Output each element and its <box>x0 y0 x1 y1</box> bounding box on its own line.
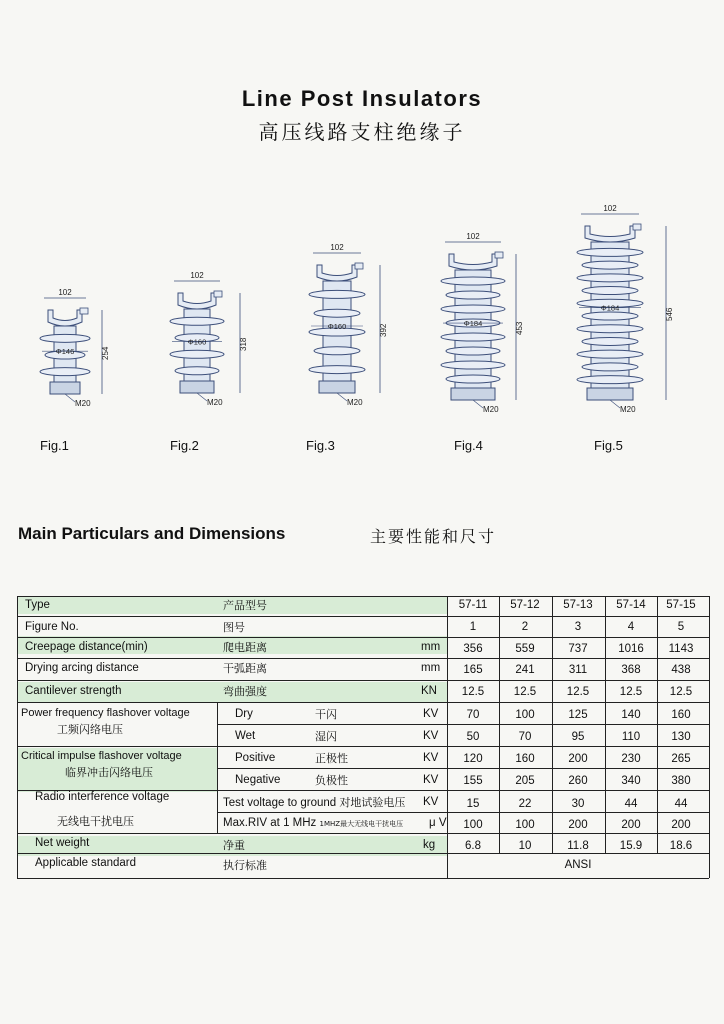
width-dimension: 102 <box>330 243 344 252</box>
impulse-neg-cn: 负极性 <box>315 774 348 787</box>
insulator-shed <box>309 290 365 298</box>
diameter-label: Φ184 <box>600 303 620 313</box>
grid-line <box>447 596 448 878</box>
cantilever-label-cn: 弯曲强度 <box>223 685 267 698</box>
radio-label: Radio interference voltage <box>35 791 170 803</box>
grid-line <box>709 596 710 878</box>
table-cell: 737 <box>568 643 588 655</box>
insulator-base <box>180 381 214 393</box>
standard-label: Applicable standard <box>35 857 137 869</box>
table-cell: 260 <box>568 775 588 787</box>
table-cell: 155 <box>463 775 483 787</box>
diameter-label: Φ184 <box>463 319 483 329</box>
grid-line <box>17 853 709 854</box>
table-cell: 120 <box>463 753 483 765</box>
radio-test-label <box>223 797 405 810</box>
table-cell: 2 <box>521 621 529 633</box>
page-title-cn: 高压线路支柱绝缘子 <box>258 120 466 144</box>
figure-label: Fig.5 <box>594 438 623 453</box>
thread-leader <box>65 394 75 402</box>
radio-max-text: Max.RIV at 1 MHz <box>223 817 317 829</box>
thread-label: M20 <box>347 398 363 407</box>
table-cell: 200 <box>621 819 641 831</box>
width-dimension: 102 <box>603 204 617 213</box>
clamp <box>48 310 82 326</box>
table-cell: 4 <box>627 621 635 633</box>
creepage-unit: mm <box>421 641 441 653</box>
impulse-pos-unit: KV <box>423 752 439 764</box>
insulator-shed <box>441 277 505 285</box>
thread-leader <box>473 400 483 408</box>
table-cell: 1143 <box>668 643 694 655</box>
thread-label: M20 <box>483 405 499 414</box>
insulator-base <box>319 381 355 393</box>
table-cell: 110 <box>621 731 641 743</box>
impulse-neg-unit: KV <box>423 774 439 786</box>
grid-line <box>552 596 553 853</box>
insulator-shed <box>577 248 643 256</box>
grid-line <box>217 768 709 769</box>
weight-unit: kg <box>423 839 436 851</box>
pf-label-cn: 工频闪络电压 <box>57 723 123 736</box>
insulator-shed <box>582 287 638 295</box>
weight-label-cn: 净重 <box>223 839 245 852</box>
clamp-bolt <box>80 308 88 314</box>
insulator-shed <box>577 350 643 358</box>
table-cell: 22 <box>518 798 532 810</box>
standard-value: ANSI <box>564 859 592 871</box>
clamp-bolt <box>633 224 641 230</box>
insulator-shed <box>577 274 643 282</box>
table-cell: 50 <box>466 731 480 743</box>
table-cell: 160 <box>671 709 691 721</box>
table-cell: 44 <box>624 798 638 810</box>
insulator-base <box>587 388 633 400</box>
table-cell: 311 <box>568 664 588 676</box>
cantilever-unit: KN <box>421 685 437 697</box>
table-cell: 265 <box>671 753 691 765</box>
insulator-shed <box>40 368 90 376</box>
table-cell: 57-11 <box>458 599 488 611</box>
diameter-label: Φ160 <box>327 322 347 331</box>
page-title: Line Post Insulators <box>241 86 483 111</box>
cantilever-label: Cantilever strength <box>25 685 122 697</box>
figure-label: Fig.1 <box>40 438 69 453</box>
insulator-shed <box>314 347 360 355</box>
insulator-shed <box>577 325 643 333</box>
height-dimension: 318 <box>239 337 248 351</box>
insulator-shed <box>314 309 360 317</box>
table-cell: 340 <box>621 775 641 787</box>
pf-label: Power frequency flashover voltage <box>21 707 190 719</box>
height-dimension: 254 <box>101 346 110 360</box>
width-dimension: 102 <box>190 271 204 280</box>
clamp <box>317 265 357 281</box>
impulse-label-cn: 临界冲击闪络电压 <box>65 766 153 779</box>
arcing-label: Drying arcing distance <box>25 662 139 674</box>
impulse-pos-label: Positive <box>235 752 276 764</box>
table-cell: 18.6 <box>669 840 693 852</box>
insulator-shed <box>441 361 505 369</box>
insulator-base <box>50 382 80 394</box>
radio-max-small: 1MHZ最大无线电干扰电压 <box>319 820 404 828</box>
width-dimension: 102 <box>466 232 480 241</box>
grid-line <box>17 596 18 878</box>
table-cell: 438 <box>671 664 691 676</box>
insulator-base <box>451 388 495 400</box>
insulator-shed <box>175 367 219 375</box>
grid-line <box>217 812 709 813</box>
insulator-shed <box>446 291 500 299</box>
insulator-shed <box>446 375 500 383</box>
impulse-neg-label: Negative <box>235 774 281 786</box>
table-cell: 30 <box>571 798 585 810</box>
insulator-shed <box>170 350 224 358</box>
table-cell: 70 <box>518 731 532 743</box>
insulator-drawing <box>510 194 710 434</box>
pf-wet-unit: KV <box>423 730 439 742</box>
figure-label: Fig.3 <box>306 438 335 453</box>
table-cell: 44 <box>674 798 688 810</box>
table-cell: 559 <box>515 643 535 655</box>
clamp-bolt <box>214 291 222 297</box>
weight-label: Net weight <box>35 837 90 849</box>
table-cell: 165 <box>463 664 483 676</box>
table-cell: 57-14 <box>616 599 646 611</box>
table-cell: 368 <box>621 664 641 676</box>
thread-label: M20 <box>207 398 223 407</box>
radio-max-unit: μ V <box>429 817 447 829</box>
arcing-unit: mm <box>421 662 441 674</box>
thread-leader <box>337 393 347 401</box>
table-cell: 100 <box>463 819 483 831</box>
grid-line <box>217 702 218 833</box>
insulator-shed <box>582 261 638 269</box>
table-cell: 70 <box>466 709 480 721</box>
pf-dry-unit: KV <box>423 708 439 720</box>
insulator-shed <box>441 305 505 313</box>
clamp-bolt <box>355 263 363 269</box>
radio-test-text: Test voltage to ground <box>223 797 337 809</box>
thread-leader <box>197 393 207 401</box>
radio-label-cn: 无线电干扰电压 <box>57 815 134 828</box>
section-title: Main Particulars and Dimensions <box>18 524 286 543</box>
diameter-label: Φ160 <box>187 337 207 347</box>
table-cell: 15 <box>466 798 480 810</box>
radio-test-unit: KV <box>423 796 439 808</box>
insulator-shed <box>582 363 638 371</box>
table-cell: 12.5 <box>461 686 485 698</box>
insulator-figure-5 <box>510 194 710 434</box>
type-label-cn: 产品型号 <box>223 599 267 612</box>
table-cell: 356 <box>463 643 483 655</box>
diameter-label: Φ146 <box>55 347 75 357</box>
table-cell: 6.8 <box>465 840 481 852</box>
table-cell: 3 <box>574 621 582 633</box>
table-cell: 125 <box>568 709 588 721</box>
insulator-shed <box>582 312 638 320</box>
height-dimension: 392 <box>379 323 388 337</box>
table-cell: 57-12 <box>510 599 540 611</box>
table-cell: 100 <box>515 709 535 721</box>
insulator-shed <box>309 366 365 374</box>
table-cell: 12.5 <box>619 686 643 698</box>
impulse-label: Critical impulse flashover voltage <box>21 750 182 762</box>
insulator-shed <box>582 337 638 345</box>
table-cell: 200 <box>568 819 588 831</box>
insulator-shed <box>446 347 500 355</box>
pf-wet-label: Wet <box>235 730 256 742</box>
table-cell: 241 <box>515 664 535 676</box>
table-cell: 160 <box>515 753 535 765</box>
clamp <box>449 254 497 270</box>
insulator-body <box>455 270 491 388</box>
standard-label-cn: 执行标准 <box>223 859 267 872</box>
radio-test-cn: 对地试验电压 <box>339 796 406 809</box>
grid-line <box>217 724 709 725</box>
insulator-shed <box>577 376 643 384</box>
table-cell: 95 <box>571 731 585 743</box>
section-title-cn: 主要性能和尺寸 <box>370 527 497 546</box>
table-cell: 200 <box>671 819 691 831</box>
table-cell: 10 <box>518 840 532 852</box>
figure-label: Fig.4 <box>454 438 483 453</box>
grid-line <box>657 596 658 853</box>
table-cell: 230 <box>621 753 641 765</box>
radio-max-label <box>223 818 403 830</box>
particulars-table <box>17 596 709 878</box>
table-cell: 12.5 <box>566 686 590 698</box>
thread-leader <box>610 400 620 408</box>
clamp <box>585 226 635 242</box>
pf-dry-cn: 干闪 <box>315 708 337 721</box>
table-cell: 11.8 <box>567 840 589 852</box>
table-cell: 380 <box>671 775 691 787</box>
grid-line <box>499 596 500 853</box>
pf-wet-cn: 湿闪 <box>315 730 337 743</box>
table-cell: 12.5 <box>669 686 693 698</box>
thread-label: M20 <box>620 405 636 414</box>
table-cell: 200 <box>568 753 588 765</box>
insulator-shed <box>441 333 505 341</box>
table-cell: 15.9 <box>619 840 643 852</box>
table-cell: 57-13 <box>563 599 593 611</box>
table-cell: 1016 <box>618 643 644 655</box>
height-dimension: 546 <box>665 307 674 321</box>
grid-line <box>605 596 606 853</box>
table-cell: 57-15 <box>666 599 696 611</box>
figure-no-label-cn: 图号 <box>223 621 245 634</box>
height-dimension: 453 <box>515 321 524 335</box>
width-dimension: 102 <box>58 288 72 297</box>
creepage-label: Creepage distance(min) <box>25 641 148 653</box>
pf-dry-label: Dry <box>235 708 253 720</box>
creepage-label-cn: 爬电距离 <box>223 641 267 654</box>
figure-no-label: Figure No. <box>25 621 79 633</box>
table-cell: 140 <box>621 709 641 721</box>
grid-line <box>17 878 709 879</box>
clamp <box>178 293 216 309</box>
table-cell: 100 <box>515 819 535 831</box>
table-cell: 130 <box>671 731 691 743</box>
arcing-label-cn: 干弧距离 <box>223 662 267 675</box>
figure-label: Fig.2 <box>170 438 199 453</box>
insulator-shed <box>170 317 224 325</box>
impulse-pos-cn: 正极性 <box>315 752 348 765</box>
table-cell: 5 <box>677 621 685 633</box>
type-label: Type <box>25 599 50 611</box>
table-cell: 205 <box>515 775 535 787</box>
clamp-bolt <box>495 252 503 258</box>
table-cell: 12.5 <box>513 686 537 698</box>
thread-label: M20 <box>75 399 91 408</box>
insulator-shed <box>40 334 90 342</box>
table-cell: 1 <box>469 621 477 633</box>
